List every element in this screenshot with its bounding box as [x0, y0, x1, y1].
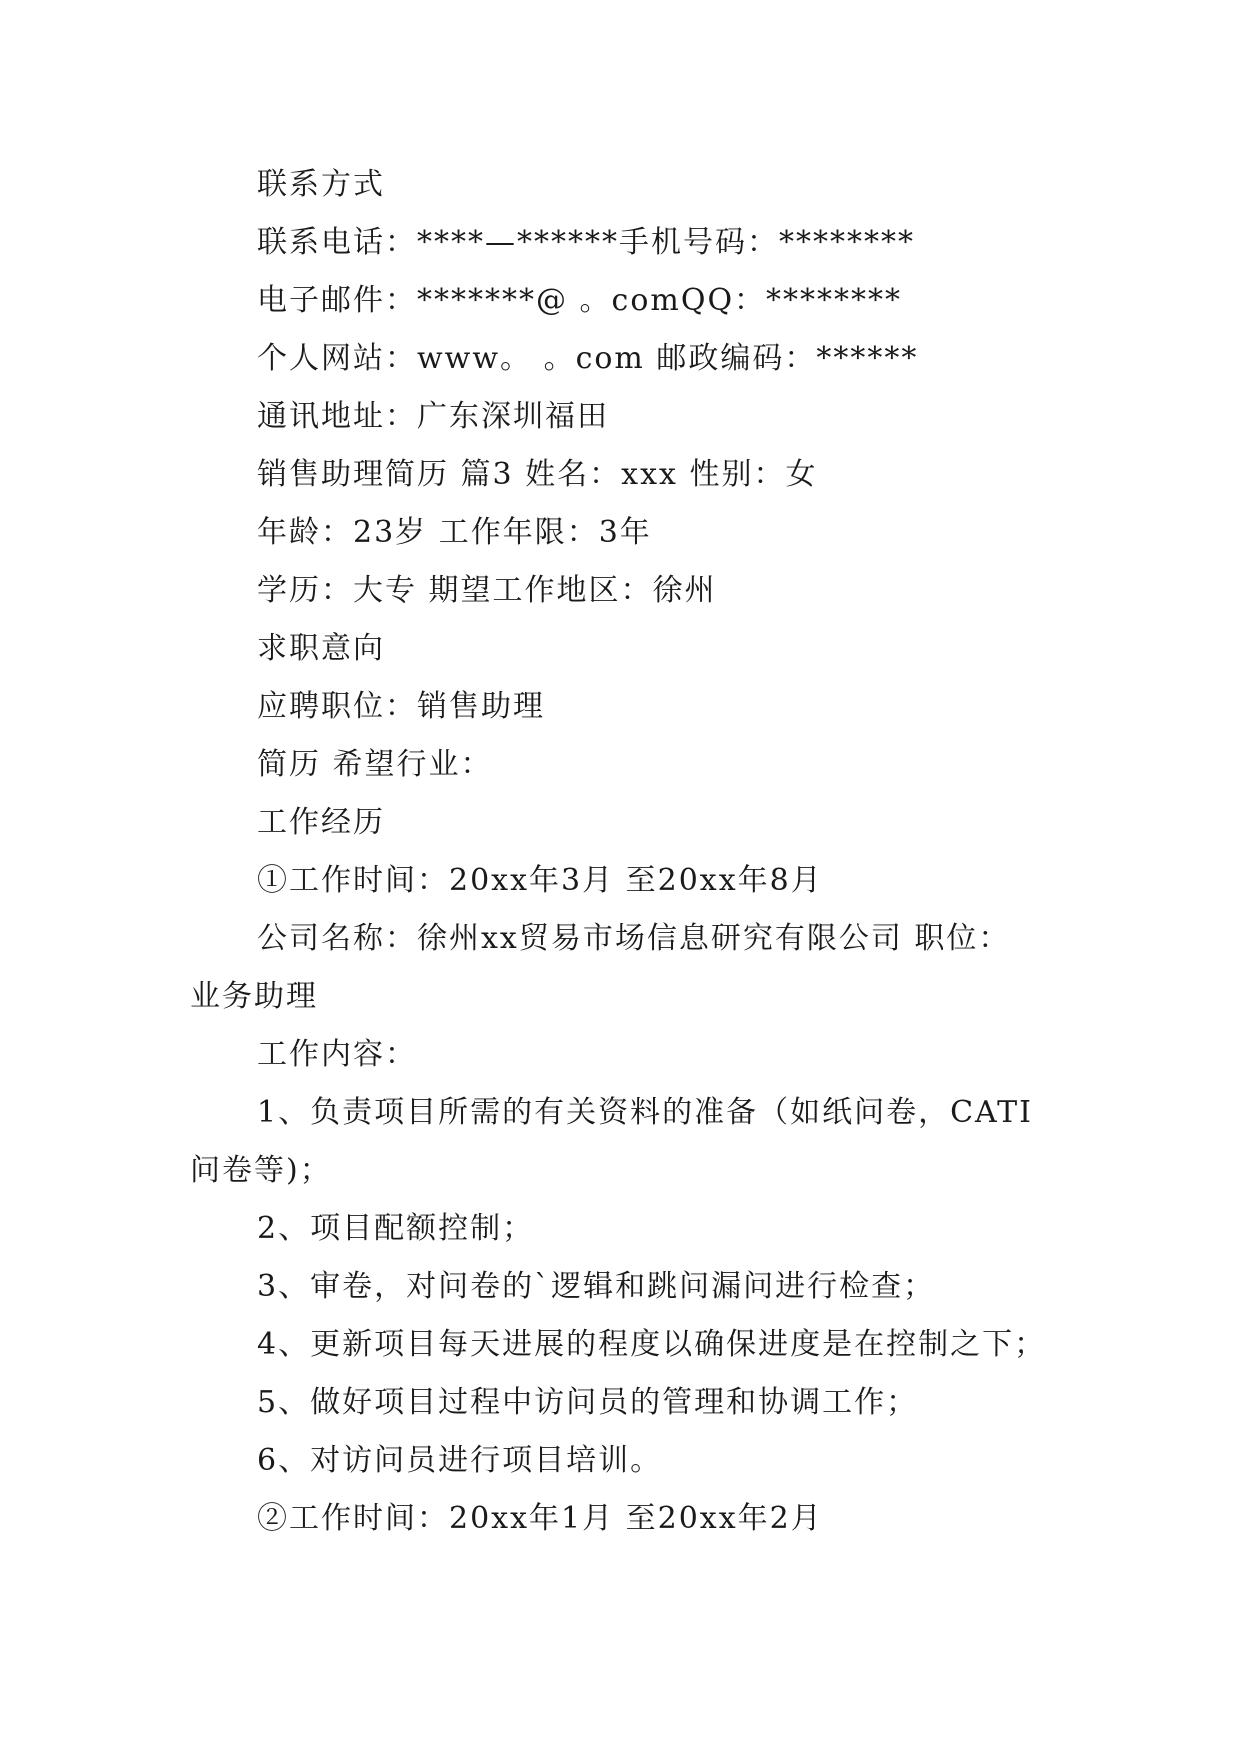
website-line: 个人网站：www。 。com 邮政编码：****** — [257, 341, 919, 376]
address-line: 通讯地址：广东深圳福田 — [257, 399, 609, 434]
industry-line: 简历 希望行业： — [257, 747, 493, 782]
work-content-heading: 工作内容： — [257, 1037, 417, 1072]
age-line: 年龄：23岁 工作年限：3年 — [257, 515, 652, 550]
company-line: 公司名称：徐州xx贸易市场信息研究有限公司 职位： — [257, 921, 1011, 956]
duty-item-4: 4、更新项目每天进展的程度以确保进度是在控制之下； — [257, 1327, 1047, 1362]
duty-item-6: 6、对访问员进行项目培训。 — [257, 1443, 663, 1478]
duty-item-5: 5、做好项目过程中访问员的管理和协调工作； — [257, 1385, 919, 1420]
duty-item-1: 1、负责项目所需的有关资料的准备（如纸问卷，CATI — [257, 1095, 1033, 1130]
work-period-1: ①工作时间：20xx年3月 至20xx年8月 — [257, 863, 823, 898]
section-heading-experience: 工作经历 — [257, 805, 385, 840]
email-line: 电子邮件：*******@ 。comQQ：******** — [257, 283, 903, 318]
company-line-cont: 业务助理 — [190, 979, 318, 1014]
resume-title-line: 销售助理简历 篇3 姓名：xxx 性别：女 — [257, 457, 818, 492]
phone-line: 联系电话：****—******手机号码：******** — [257, 225, 915, 260]
section-heading-intention: 求职意向 — [257, 631, 385, 666]
position-line: 应聘职位：销售助理 — [257, 689, 545, 724]
section-heading-contact: 联系方式 — [257, 167, 385, 202]
work-period-2: ②工作时间：20xx年1月 至20xx年2月 — [257, 1501, 823, 1536]
duty-item-2: 2、项目配额控制； — [257, 1211, 535, 1246]
education-line: 学历：大专 期望工作地区：徐州 — [257, 573, 717, 608]
duty-item-3: 3、审卷，对问卷的`逻辑和跳问漏问进行检查； — [257, 1269, 936, 1304]
duty-item-1-cont: 问卷等)； — [190, 1153, 332, 1188]
